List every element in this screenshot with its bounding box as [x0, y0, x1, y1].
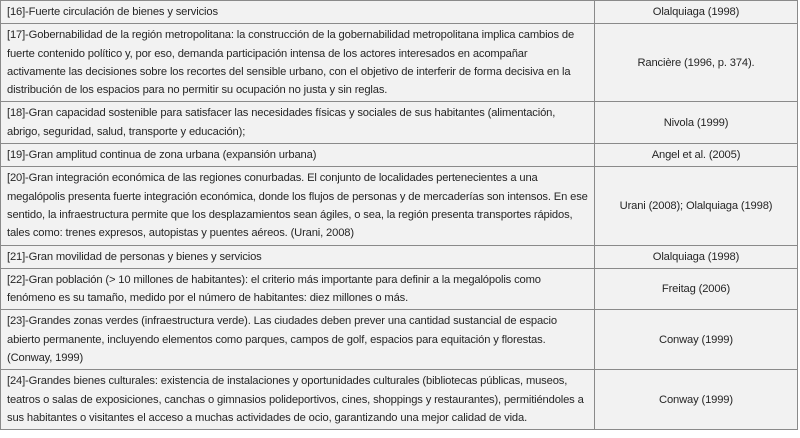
row-source: Urani (2008); Olalquiaga (1998) [595, 167, 798, 245]
row-description: [22]-Gran población (> 10 millones de habitantes): el criterio más importante para definir a la megalópolis como fenómeno es su tamaño, medido por el número de habitantes: diez millones o más. [1, 268, 595, 310]
row-source: Conway (1999) [595, 310, 798, 370]
row-description: [24]-Grandes bienes culturales: existencia de instalaciones y oportunidades culturales (bibliotecas públicas, museos, teatros o salas de exposiciones, canchas o gimnasios polideportivos, cines, shoppings y restaurantes), permitiéndoles a sus habitantes o visitantes el acceso a muchas actividades de ocio, garantizando una mejor calidad de vida. [1, 370, 595, 430]
row-source: Rancière (1996, p. 374). [595, 24, 798, 102]
table-row [1, 268, 798, 310]
table-row [1, 24, 798, 102]
table-row [1, 102, 798, 144]
table-row [1, 370, 798, 430]
table-row [1, 144, 798, 167]
row-source: Nivola (1999) [595, 102, 798, 144]
table-row [1, 245, 798, 268]
row-source: Freitag (2006) [595, 268, 798, 310]
row-description: [19]-Gran amplitud continua de zona urbana (expansión urbana) [1, 144, 595, 167]
row-description: [21]-Gran movilidad de personas y bienes y servicios [1, 245, 595, 268]
row-description: [17]-Gobernabilidad de la región metropolitana: la construcción de la gobernabilidad metropolitana implica cambios de fuerte contenido político y, por eso, demanda participación intensa de los actores interesados en acompañar activamente las decisiones sobre los recortes del sensible urbano, con el objetivo de interferir de forma decisiva en la distribución de los espacios para no permitir su ocupación no justa y sin reglas. [1, 24, 595, 102]
table-row [1, 310, 798, 370]
row-source: Conway (1999) [595, 370, 798, 430]
row-source: Olalquiaga (1998) [595, 1, 798, 24]
table-row [1, 1, 798, 24]
table-row [1, 167, 798, 245]
row-description: [18]-Gran capacidad sostenible para satisfacer las necesidades físicas y sociales de sus habitantes (alimentación, abrigo, seguridad, salud, transporte y educación); [1, 102, 595, 144]
row-description: [20]-Gran integración económica de las regiones conurbadas. El conjunto de localidades pertenecientes a una megalópolis presenta fuerte integración económica, donde los flujos de personas y de mercaderías son intensos. En ese sentido, la infraestructura permite que los desplazamientos sean ágiles, o sea, la región presenta transportes rápidos, tales como: trenes expresos, autopistas y puentes aéreos. (Urani, 2008) [1, 167, 595, 245]
row-source: Angel et al. (2005) [595, 144, 798, 167]
row-source: Olalquiaga (1998) [595, 245, 798, 268]
row-description: [23]-Grandes zonas verdes (infraestructura verde). Las ciudades deben prever una cantidad sustancial de espacio abierto permanente, incluyendo elementos como parques, campos de golf, espacios para equitación y florestas. (Conway, 1999) [1, 310, 595, 370]
row-description: [16]-Fuerte circulación de bienes y servicios [1, 1, 595, 24]
